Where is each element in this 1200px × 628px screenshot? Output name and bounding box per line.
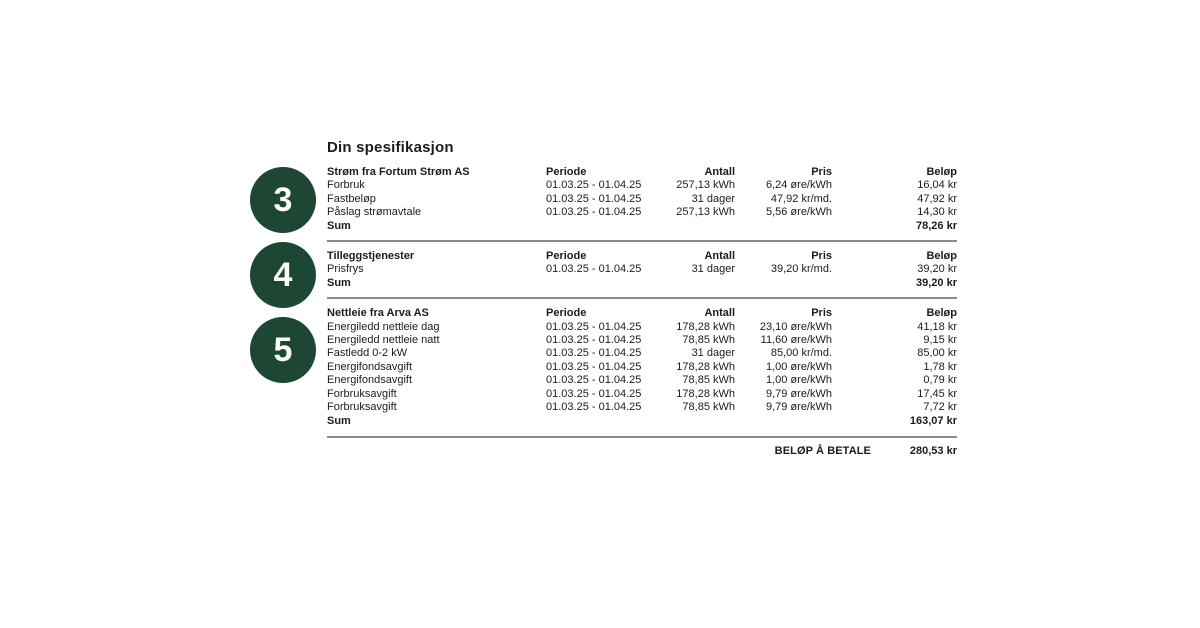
section-divider	[327, 297, 957, 299]
section-name: Nettleie fra Arva AS	[327, 307, 429, 320]
total-divider	[327, 436, 957, 438]
line-item-pris: 1,00 øre/kWh	[765, 360, 832, 373]
line-item-pris: 39,20 kr/md.	[770, 263, 832, 276]
spec-table	[327, 307, 957, 428]
line-item-pris: 5,56 øre/kWh	[765, 206, 832, 219]
line-item-antall: 257,13 kWh	[676, 206, 735, 219]
sum-value: 78,26 kr	[916, 219, 957, 232]
line-item-belop: 0,79 kr	[923, 374, 957, 387]
line-item-belop: 16,04 kr	[917, 179, 957, 192]
line-item-row	[327, 374, 957, 387]
line-item-belop: 47,92 kr	[917, 192, 957, 205]
line-item-periode: 01.03.25 - 01.04.25	[546, 401, 642, 414]
line-item-antall: 78,85 kWh	[682, 374, 735, 387]
section-name: Tilleggstjenester	[327, 250, 415, 263]
spec-sections	[327, 166, 957, 428]
line-item-antall: 78,85 kWh	[682, 401, 735, 414]
line-item-label: Fastledd 0-2 kW	[327, 347, 408, 360]
col-header-belop: Beløp	[926, 166, 957, 178]
sum-label: Sum	[327, 414, 351, 427]
col-header-periode: Periode	[546, 307, 587, 320]
section-header-row	[327, 250, 957, 263]
line-item-antall: 31 dager	[691, 347, 735, 360]
col-header-antall: Antall	[704, 166, 735, 178]
col-header-pris: Pris	[811, 250, 832, 263]
section-name: Strøm fra Fortum Strøm AS	[327, 166, 470, 178]
line-item-belop: 39,20 kr	[917, 263, 957, 276]
col-header-periode: Periode	[546, 250, 587, 263]
section-header-row	[327, 166, 957, 179]
line-item-pris: 1,00 øre/kWh	[765, 374, 832, 387]
sum-value: 39,20 kr	[916, 276, 957, 289]
line-item-row	[327, 179, 957, 192]
line-item-row	[327, 263, 957, 276]
line-item-row	[327, 334, 957, 347]
line-item-antall: 31 dager	[691, 263, 735, 276]
line-item-label: Fastbeløp	[327, 192, 376, 205]
page-title: Din spesifikasjon	[327, 139, 454, 156]
line-item-pris: 9,79 øre/kWh	[765, 387, 832, 400]
line-item-belop: 9,15 kr	[923, 334, 957, 347]
line-item-antall: 178,28 kWh	[676, 387, 735, 400]
section-header-row	[327, 307, 957, 320]
line-item-label: Forbruksavgift	[327, 401, 397, 414]
line-item-antall: 178,28 kWh	[676, 320, 735, 333]
line-item-belop: 41,18 kr	[917, 320, 957, 333]
line-items	[327, 263, 957, 276]
line-item-antall: 257,13 kWh	[676, 179, 735, 192]
line-item-label: Forbruksavgift	[327, 387, 397, 400]
spec-table	[327, 250, 957, 290]
line-item-label: Energiledd nettleie dag	[327, 320, 440, 333]
spec-section	[327, 307, 957, 428]
col-header-belop: Beløp	[926, 250, 957, 263]
line-item-pris: 85,00 kr/md.	[770, 347, 832, 360]
section-divider	[327, 240, 957, 242]
line-item-belop: 85,00 kr	[917, 347, 957, 360]
total-label: BELØP Å BETALE	[774, 444, 871, 457]
line-item-row	[327, 388, 957, 401]
line-items	[327, 179, 957, 219]
section-number-badge: 3	[250, 167, 316, 233]
line-item-label: Forbruk	[327, 179, 365, 192]
line-item-periode: 01.03.25 - 01.04.25	[546, 192, 642, 205]
sum-row	[327, 277, 957, 290]
col-header-periode: Periode	[546, 166, 587, 178]
line-item-periode: 01.03.25 - 01.04.25	[546, 334, 642, 347]
col-header-antall: Antall	[704, 307, 735, 320]
col-header-belop: Beløp	[926, 307, 957, 320]
line-item-belop: 14,30 kr	[917, 206, 957, 219]
line-item-belop: 7,72 kr	[923, 401, 957, 414]
total-value: 280,53 kr	[909, 444, 957, 457]
section-number-badge: 5	[250, 317, 316, 383]
line-items	[327, 321, 957, 415]
line-item-label: Energifondsavgift	[327, 374, 412, 387]
col-header-pris: Pris	[811, 166, 832, 178]
line-item-row	[327, 361, 957, 374]
spec-table	[327, 166, 957, 233]
line-item-label: Energifondsavgift	[327, 360, 412, 373]
line-item-periode: 01.03.25 - 01.04.25	[546, 320, 642, 333]
line-item-row	[327, 321, 957, 334]
line-item-belop: 17,45 kr	[917, 387, 957, 400]
line-item-periode: 01.03.25 - 01.04.25	[546, 263, 642, 276]
sum-value: 163,07 kr	[909, 414, 957, 427]
line-item-periode: 01.03.25 - 01.04.25	[546, 206, 642, 219]
line-item-pris: 11,60 øre/kWh	[760, 334, 832, 347]
line-item-periode: 01.03.25 - 01.04.25	[546, 347, 642, 360]
section-number-badge: 4	[250, 242, 316, 308]
line-item-label: Energiledd nettleie natt	[327, 334, 440, 347]
col-header-antall: Antall	[704, 250, 735, 263]
spec-section	[327, 166, 957, 233]
col-header-pris: Pris	[811, 307, 832, 320]
line-item-belop: 1,78 kr	[923, 360, 957, 373]
line-item-periode: 01.03.25 - 01.04.25	[546, 360, 642, 373]
sum-label: Sum	[327, 276, 351, 289]
sum-row	[327, 220, 957, 233]
line-item-antall: 178,28 kWh	[676, 360, 735, 373]
line-item-periode: 01.03.25 - 01.04.25	[546, 387, 642, 400]
line-item-row	[327, 347, 957, 360]
line-item-row	[327, 193, 957, 206]
line-item-periode: 01.03.25 - 01.04.25	[546, 374, 642, 387]
spec-section	[327, 250, 957, 290]
line-item-pris: 23,10 øre/kWh	[759, 320, 832, 333]
line-item-label: Prisfrys	[327, 263, 364, 276]
specification-content	[327, 139, 957, 458]
line-item-pris: 9,79 øre/kWh	[765, 401, 832, 414]
line-item-row	[327, 401, 957, 414]
line-item-periode: 01.03.25 - 01.04.25	[546, 179, 642, 192]
line-item-pris: 6,24 øre/kWh	[765, 179, 832, 192]
line-item-antall: 31 dager	[691, 192, 735, 205]
line-item-pris: 47,92 kr/md.	[770, 192, 832, 205]
sum-row	[327, 415, 957, 428]
line-item-antall: 78,85 kWh	[682, 334, 735, 347]
sum-label: Sum	[327, 219, 351, 232]
total-row	[327, 445, 957, 458]
line-item-row	[327, 206, 957, 219]
line-item-label: Påslag strømavtale	[327, 206, 422, 219]
